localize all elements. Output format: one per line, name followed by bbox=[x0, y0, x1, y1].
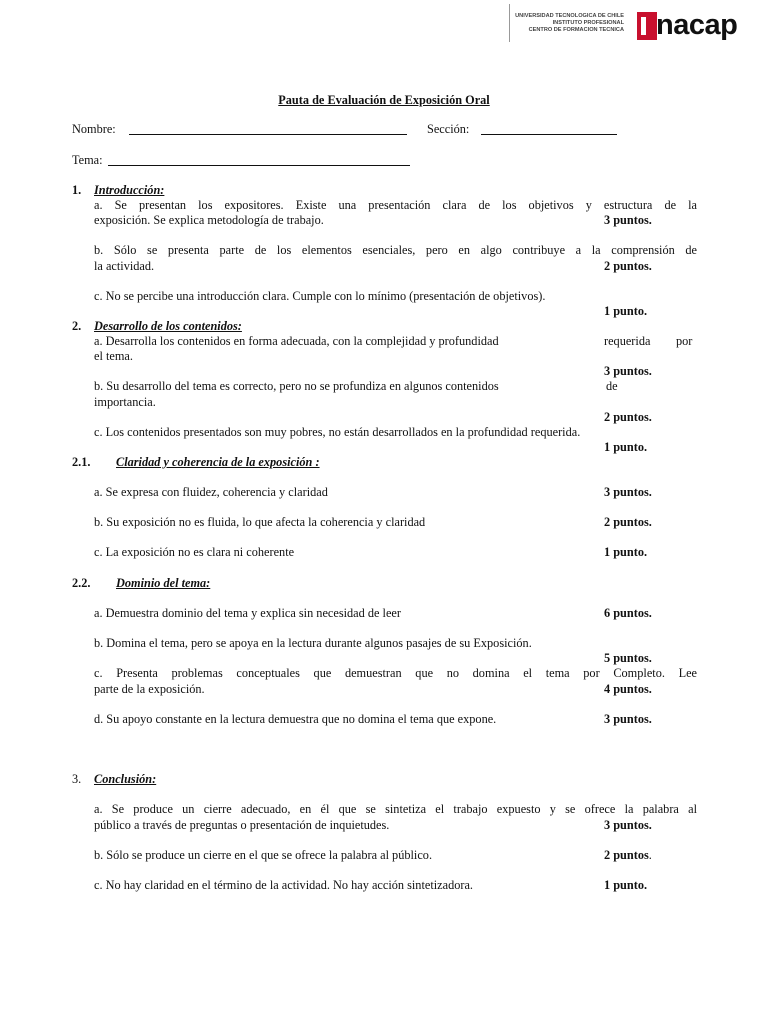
section-title: Conclusión: bbox=[94, 772, 157, 786]
nombre-label: Nombre: bbox=[72, 122, 116, 136]
section-title: Introducción: bbox=[94, 183, 165, 197]
criterion-text: c. No se percibe una introducción clara. Cumple con lo mínimo (presentación de objetivos). bbox=[94, 289, 546, 303]
criterion-points: 1 punto. bbox=[604, 304, 648, 318]
criterion-text: b. Sólo se presenta parte de los elementos esenciales, pero en algo contribuye a la comprensión de bbox=[94, 243, 697, 257]
institution-line: UNIVERSIDAD TECNOLOGICA DE CHILE bbox=[515, 13, 624, 19]
header-divider bbox=[509, 4, 510, 42]
criterion-text: importancia. bbox=[94, 395, 156, 409]
nombre-field[interactable] bbox=[129, 122, 407, 140]
section-title: Desarrollo de los contenidos: bbox=[94, 319, 242, 333]
criterion-points: 3 puntos. bbox=[604, 485, 652, 499]
section-number: 2.1. bbox=[72, 455, 91, 469]
criterion-points: 1 punto. bbox=[604, 545, 648, 559]
criterion-text: por bbox=[676, 334, 693, 348]
inacap-logo-icon bbox=[637, 12, 657, 40]
criterion-text: a. Demuestra dominio del tema y explica sin necesidad de leer bbox=[94, 606, 401, 620]
criterion-text: b. Domina el tema, pero se apoya en la lectura durante algunos pasajes de su Exposición. bbox=[94, 636, 532, 650]
institution-line: INSTITUTO PROFESIONAL bbox=[552, 20, 624, 26]
criterion-points: 3 puntos. bbox=[604, 213, 652, 227]
criterion-text: a. Se produce un cierre adecuado, en él que se sintetiza el trabajo expuesto y se ofrece la palabra al bbox=[94, 802, 697, 816]
criterion-text: b. Su exposición no es fluida, lo que afecta la coherencia y claridad bbox=[94, 515, 426, 529]
section-title: Claridad y coherencia de la exposición : bbox=[116, 455, 320, 469]
section-title: Dominio del tema: bbox=[116, 576, 211, 590]
criterion-points: 5 puntos. bbox=[604, 651, 652, 665]
criterion-text: parte de la exposición. bbox=[94, 682, 205, 696]
section-number: 1. bbox=[72, 183, 82, 197]
seccion-label: Sección: bbox=[427, 122, 470, 136]
criterion-points: 1 punto. bbox=[604, 440, 648, 454]
criterion-text: b. Su desarrollo del tema es correcto, pero no se profundiza en algunos contenidos bbox=[94, 379, 499, 393]
tema-label: Tema: bbox=[72, 153, 103, 167]
criterion-text: la actividad. bbox=[94, 259, 155, 273]
criterion-points: 3 puntos. bbox=[604, 364, 652, 378]
criterion-text: c. La exposición no es clara ni coherente bbox=[94, 545, 295, 559]
criterion-text: c. Presenta problemas conceptuales que demuestran que no domina el tema por Completo. Lee bbox=[94, 666, 697, 680]
criterion-text: c. Los contenidos presentados son muy pobres, no están desarrollados en la profundidad requerida. bbox=[94, 425, 581, 439]
logo-wordmark: nacap bbox=[656, 9, 738, 41]
criterion-points: 4 puntos. bbox=[604, 682, 652, 696]
section-number: 3. bbox=[72, 772, 82, 786]
criterion-text: público a través de preguntas o presentación de inquietudes. bbox=[94, 818, 390, 832]
criterion-text: d. Su apoyo constante en la lectura demuestra que no domina el tema que expone. bbox=[94, 712, 497, 726]
points-value: 2 puntos bbox=[604, 848, 649, 862]
criterion-text: el tema. bbox=[94, 349, 133, 363]
criterion-points: 3 puntos. bbox=[604, 818, 652, 832]
criterion-points: 2 puntos. bbox=[604, 515, 652, 529]
section-number: 2. bbox=[72, 319, 82, 333]
criterion-text: a. Se expresa con fluidez, coherencia y claridad bbox=[94, 485, 328, 499]
criterion-text: a. Se presentan los expositores. Existe una presentación clara de los objetivos y estructura de la bbox=[94, 198, 697, 212]
criterion-points: 1 punto. bbox=[604, 878, 648, 892]
seccion-field[interactable] bbox=[481, 122, 617, 140]
criterion-points: 3 puntos. bbox=[604, 712, 652, 726]
tema-field[interactable] bbox=[108, 153, 410, 171]
criterion-text: c. No hay claridad en el término de la actividad. No hay acción sintetizadora. bbox=[94, 878, 473, 892]
section-number: 2.2. bbox=[72, 576, 91, 590]
criterion-points bbox=[604, 848, 652, 863]
institution-line: CENTRO DE FORMACION TECNICA bbox=[528, 27, 624, 33]
criterion-points: 2 puntos. bbox=[604, 410, 652, 424]
criterion-text: a. Desarrolla los contenidos en forma adecuada, con la complejidad y profundidad bbox=[94, 334, 499, 348]
criterion-text: de bbox=[606, 379, 618, 393]
criterion-text: b. Sólo se produce un cierre en el que se ofrece la palabra al público. bbox=[94, 848, 433, 862]
points-period: . bbox=[648, 848, 652, 862]
criterion-points: 2 puntos. bbox=[604, 259, 652, 273]
criterion-points: 6 puntos. bbox=[604, 606, 652, 620]
page-title: Pauta de Evaluación de Exposición Oral bbox=[278, 93, 490, 107]
criterion-text: requerida bbox=[604, 334, 651, 348]
criterion-text: exposición. Se explica metodología de trabajo. bbox=[94, 213, 324, 227]
